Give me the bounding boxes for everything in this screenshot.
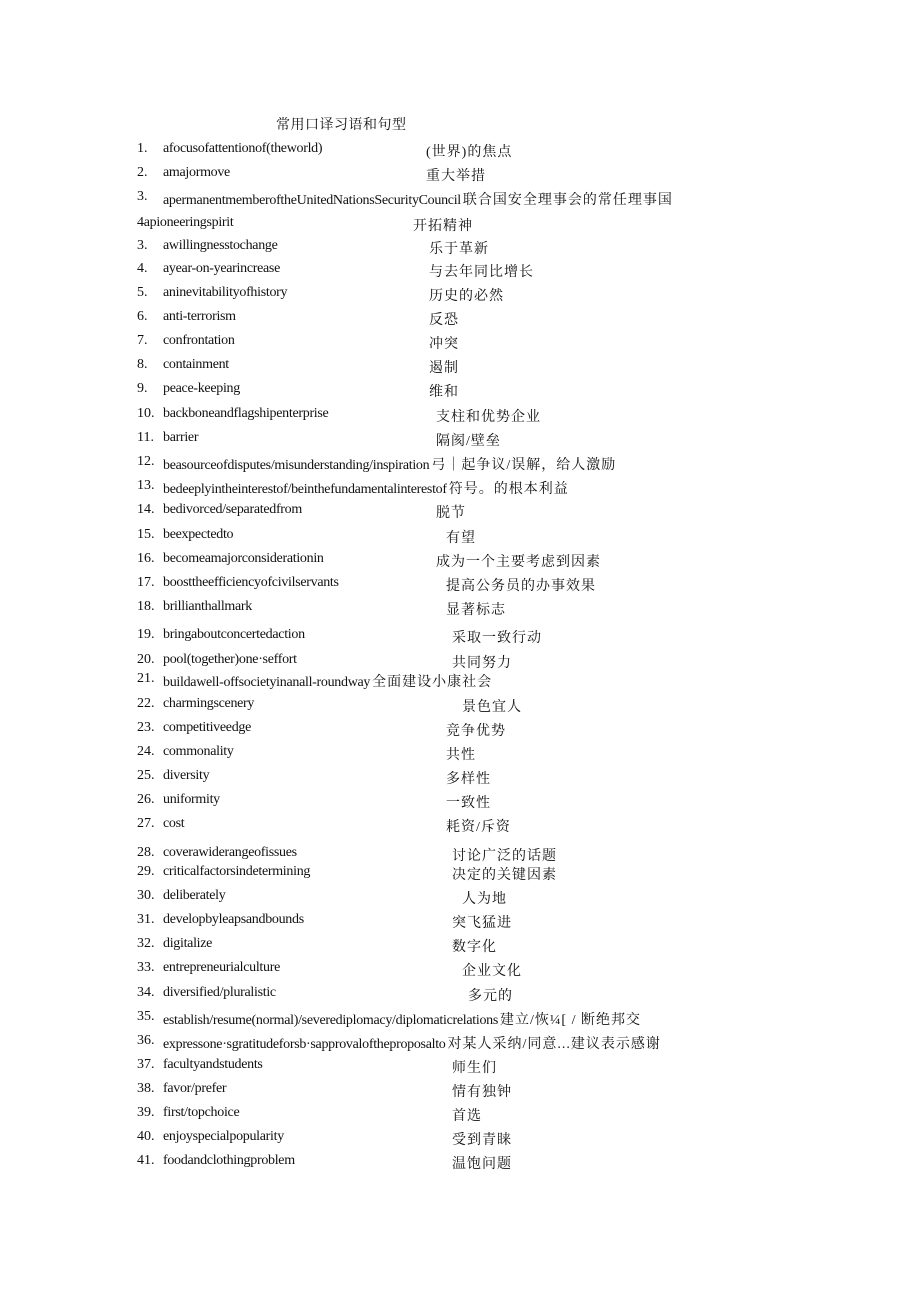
list-item <box>137 551 897 571</box>
chinese-term: 采取一致行动 <box>452 631 542 646</box>
english-term: beasourceofdisputes/misunderstanding/inspiration <box>163 458 430 473</box>
item-number: 1. <box>137 141 148 156</box>
english-term: entrepreneurialculture <box>163 960 280 975</box>
english-term: favor/prefer <box>163 1081 227 1096</box>
item-number: 33. <box>137 960 155 975</box>
chinese-term: (世界)的焦点 <box>426 145 513 160</box>
list-item <box>137 792 897 812</box>
english-term: afocusofattentionof(theworld) <box>163 141 323 156</box>
english-term: brillianthallmark <box>163 599 252 614</box>
english-term: becomeamajorconsiderationin <box>163 551 324 566</box>
list-item <box>137 478 897 498</box>
list-item <box>137 381 897 401</box>
english-term: aninevitabilityofhistory <box>163 285 288 300</box>
item-number: 24. <box>137 744 155 759</box>
chinese-term: 脱节 <box>436 506 466 521</box>
chinese-term: 人为地 <box>462 892 507 907</box>
chinese-term: 共性 <box>446 748 476 763</box>
inline-entry <box>163 454 616 474</box>
english-term: barrier <box>163 430 199 445</box>
chinese-term: 建立/恢¼[ / 断绝邦交 <box>500 1013 641 1028</box>
item-number: 21. <box>137 671 155 686</box>
list-item <box>137 845 897 865</box>
chinese-term: 多样性 <box>446 772 491 787</box>
english-term: containment <box>163 357 229 372</box>
chinese-term: 景色宜人 <box>462 700 522 715</box>
item-number: 26. <box>137 792 155 807</box>
chinese-term: 竞争优势 <box>446 724 506 739</box>
english-term: foodandclothingproblem <box>163 1153 295 1168</box>
item-number: 32. <box>137 936 155 951</box>
english-term: first/topchoice <box>163 1105 240 1120</box>
item-number: 37. <box>137 1057 155 1072</box>
english-term: backboneandflagshipenterprise <box>163 406 329 421</box>
item-number: 41. <box>137 1153 155 1168</box>
item-number: 3. <box>137 238 148 253</box>
list-item <box>137 888 897 908</box>
list-item <box>137 1009 897 1029</box>
chinese-term: 弓｜起争议/误解，给人激励 <box>431 458 617 473</box>
item-number: 12. <box>137 454 155 469</box>
list-item <box>137 141 897 161</box>
english-term: digitalize <box>163 936 213 951</box>
item-number: 5. <box>137 285 148 300</box>
item-number: 36. <box>137 1033 155 1048</box>
list-item <box>137 652 897 672</box>
item-number: 15. <box>137 527 155 542</box>
english-term: bedeeplyintheinterestof/beinthefundamentalinterestof <box>163 482 447 497</box>
inline-entry <box>163 1009 641 1029</box>
english-term: peace-keeping <box>163 381 240 396</box>
item-number: 10. <box>137 406 155 421</box>
page-title: 常用口译习语和句型 <box>276 118 407 133</box>
item-number: 22. <box>137 696 155 711</box>
english-term: confrontation <box>163 333 235 348</box>
item-number: 6. <box>137 309 148 324</box>
english-term: ayear-on-yearincrease <box>163 261 280 276</box>
list-item <box>137 575 897 595</box>
list-item <box>137 502 897 522</box>
chinese-term: 情有独钟 <box>452 1085 512 1100</box>
chinese-term: 维和 <box>429 385 459 400</box>
chinese-term: 支柱和优势企业 <box>436 410 541 425</box>
english-term: deliberately <box>163 888 226 903</box>
list-item <box>137 430 897 450</box>
english-term: beexpectedto <box>163 527 234 542</box>
list-item <box>137 1057 897 1077</box>
item-number: 3. <box>137 189 148 204</box>
chinese-term: 遏制 <box>429 361 459 376</box>
english-term: cost <box>163 816 185 831</box>
chinese-term: 乐于革新 <box>429 242 489 257</box>
list-item <box>137 960 897 980</box>
chinese-term: 决定的关键因素 <box>452 868 557 883</box>
list-item <box>137 1129 897 1149</box>
chinese-term: 隔阂/壁垒 <box>436 434 501 449</box>
list-item <box>137 238 897 258</box>
chinese-term: 有望 <box>446 531 476 546</box>
list-item <box>137 912 897 932</box>
english-term: apermanentmemberoftheUnitedNationsSecurityCouncil <box>163 193 461 208</box>
item-number: 35. <box>137 1009 155 1024</box>
chinese-term: 数字化 <box>452 940 497 955</box>
english-term: criticalfactorsindetermining <box>163 864 311 879</box>
chinese-term: 提高公务员的办事效果 <box>446 579 596 594</box>
list-item <box>137 261 897 281</box>
item-number: 20. <box>137 652 155 667</box>
english-term: competitiveedge <box>163 720 252 735</box>
chinese-term: 师生们 <box>452 1061 497 1076</box>
english-term: buildawell-offsocietyinanall-roundway <box>163 675 371 690</box>
list-item <box>137 165 897 185</box>
chinese-term: 显著标志 <box>446 603 506 618</box>
english-term: enjoyspecialpopularity <box>163 1129 284 1144</box>
chinese-term: 首选 <box>452 1109 482 1124</box>
item-number: 18. <box>137 599 155 614</box>
chinese-term: 耗资/斥资 <box>446 820 511 835</box>
item-number: 19. <box>137 627 155 642</box>
list-item <box>137 696 897 716</box>
item-number: 31. <box>137 912 155 927</box>
item-number: 34. <box>137 985 155 1000</box>
list-item <box>137 309 897 329</box>
chinese-term: 温饱问题 <box>452 1157 512 1172</box>
item-number: 9. <box>137 381 148 396</box>
list-item <box>137 936 897 956</box>
item-number: 2. <box>137 165 148 180</box>
list-item <box>137 627 897 647</box>
english-term: bringaboutconcertedaction <box>163 627 305 642</box>
item-number: 23. <box>137 720 155 735</box>
english-term: diversified/pluralistic <box>163 985 276 1000</box>
chinese-term: 对某人采纳/同意...建议表示感谢 <box>447 1037 661 1052</box>
english-term: commonality <box>163 744 234 759</box>
inline-entry <box>163 478 569 498</box>
item-number: 16. <box>137 551 155 566</box>
item-number: 40. <box>137 1129 155 1144</box>
chinese-term: 共同努力 <box>452 656 512 671</box>
english-term: awillingnesstochange <box>163 238 278 253</box>
list-item <box>137 189 897 209</box>
chinese-term: 企业文化 <box>462 964 522 979</box>
chinese-term: 成为一个主要考虑到因素 <box>436 555 601 570</box>
list-item <box>137 768 897 788</box>
chinese-term: 冲突 <box>429 337 459 352</box>
list-item <box>137 985 897 1005</box>
english-term: diversity <box>163 768 210 783</box>
list-item <box>137 215 897 235</box>
chinese-term: 讨论广泛的话题 <box>452 849 557 864</box>
inline-entry <box>163 671 492 691</box>
list-item <box>137 816 897 836</box>
item-number: 25. <box>137 768 155 783</box>
item-number: 14. <box>137 502 155 517</box>
chinese-term: 联合国安全理事会的常任理事国 <box>462 193 673 208</box>
english-term: amajormove <box>163 165 230 180</box>
chinese-term: 全面建设小康社会 <box>372 675 493 690</box>
chinese-term: 一致性 <box>446 796 491 811</box>
chinese-term: 开拓精神 <box>413 219 473 234</box>
list-item <box>137 527 897 547</box>
english-term: expressone·sgratitudeforsb·sapprovaloftheproposalto <box>163 1037 446 1052</box>
item-number: 38. <box>137 1081 155 1096</box>
list-item <box>137 1081 897 1101</box>
item-number: 8. <box>137 357 148 372</box>
item-number: 4. <box>137 261 148 276</box>
list-item <box>137 720 897 740</box>
list-item <box>137 285 897 305</box>
item-number: 39. <box>137 1105 155 1120</box>
chinese-term: 历史的必然 <box>429 289 504 304</box>
item-number: 13. <box>137 478 155 493</box>
item-number: 17. <box>137 575 155 590</box>
list-item <box>137 1033 897 1053</box>
inline-entry <box>163 189 673 209</box>
list-item <box>137 406 897 426</box>
list-item <box>137 1153 897 1173</box>
english-term: anti-terrorism <box>163 309 236 324</box>
english-term: establish/resume(normal)/severediplomacy/diplomaticrelations <box>163 1013 499 1028</box>
list-item <box>137 357 897 377</box>
list-item <box>137 671 897 691</box>
chinese-term: 与去年同比增长 <box>429 265 534 280</box>
item-number: 28. <box>137 845 155 860</box>
list-item <box>137 599 897 619</box>
english-term: uniformity <box>163 792 220 807</box>
english-term: pool(together)one·seffort <box>163 652 297 667</box>
item-number: 11. <box>137 430 154 445</box>
item-number: 7. <box>137 333 148 348</box>
inline-entry <box>163 1033 661 1053</box>
chinese-term: 突飞猛进 <box>452 916 512 931</box>
english-term: coverawiderangeofissues <box>163 845 297 860</box>
chinese-term: 受到青睐 <box>452 1133 512 1148</box>
english-term: charmingscenery <box>163 696 255 711</box>
list-item <box>137 333 897 353</box>
item-number: 27. <box>137 816 155 831</box>
list-item <box>137 744 897 764</box>
chinese-term: 重大举措 <box>426 169 486 184</box>
item-number: 30. <box>137 888 155 903</box>
english-term: boosttheefficiencyofcivilservants <box>163 575 339 590</box>
english-term: bedivorced/separatedfrom <box>163 502 302 517</box>
english-term: 4apioneeringspirit <box>137 215 234 230</box>
item-number: 29. <box>137 864 155 879</box>
english-term: developbyleapsandbounds <box>163 912 304 927</box>
list-item <box>137 454 897 474</box>
chinese-term: 多元的 <box>468 989 513 1004</box>
chinese-term: 反恐 <box>429 313 459 328</box>
chinese-term: 符号。的根本利益 <box>448 482 569 497</box>
list-item <box>137 1105 897 1125</box>
english-term: facultyandstudents <box>163 1057 263 1072</box>
list-item <box>137 864 897 884</box>
